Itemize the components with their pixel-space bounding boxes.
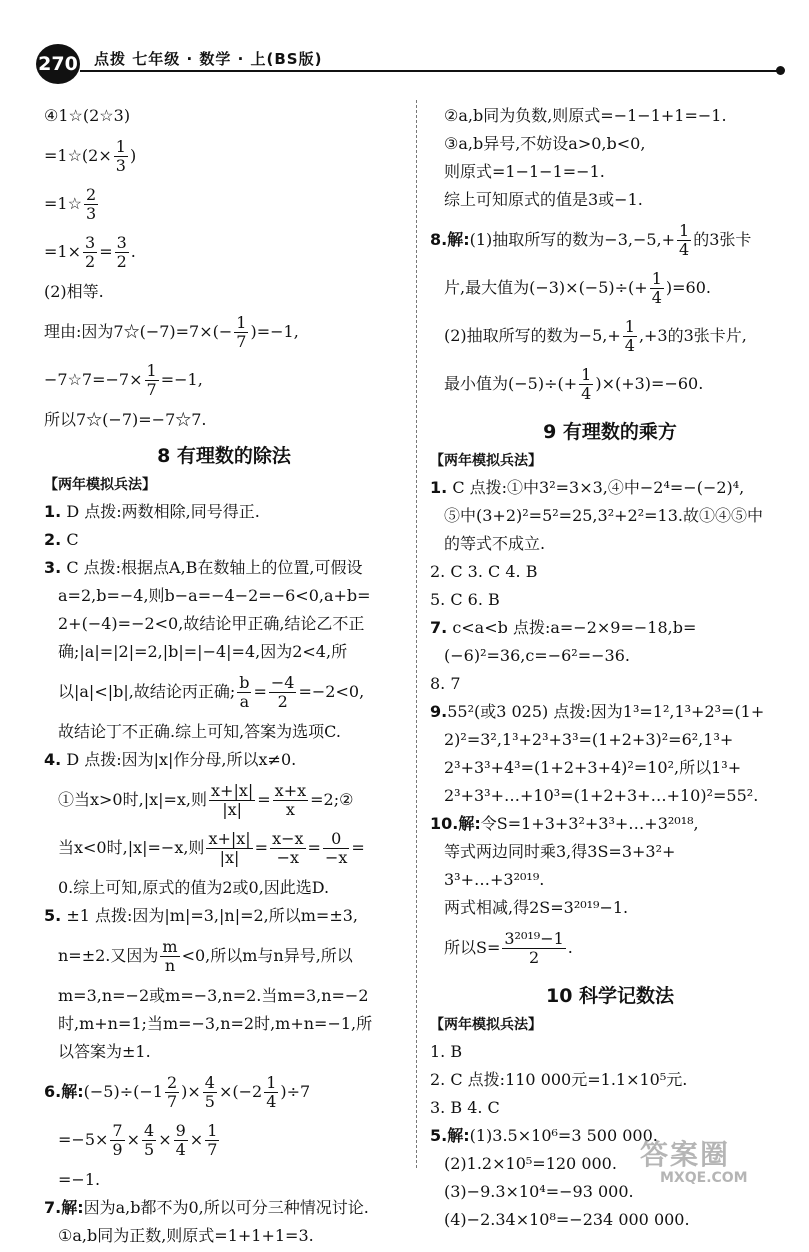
- answer-item: 8. 7: [430, 674, 461, 693]
- fraction: $\frac{x+|x|}{|x|}$: [208, 829, 251, 867]
- answer-item: 7.解:因为a,b都不为0,所以可分三种情况讨论. ①a,b同为正数,则原式=1+1+1=3.: [44, 1198, 369, 1245]
- math-line: =1☆ $\frac{2}{3}$: [44, 185, 97, 223]
- fraction: $\frac{x-x}{-x}$: [272, 829, 304, 867]
- math-line: =1× $\frac{3}{2}$ = $\frac{3}{2}$ .: [44, 233, 136, 271]
- answer-item: 2. C 点拨:110 000元=1.1×10⁵元.: [430, 1070, 688, 1089]
- fraction: $\frac{1}{4}$: [624, 317, 635, 355]
- answer-item: 3. C 点拨:根据点A,B在数轴上的位置,可假设 a=2,b=−4,则b−a=−4−2=−6<0,a+b= 2+(−4)=−2<0,故结论甲正确,结论乙不正 确;|a|=|2|=2,|b|=|−4|=4,因为2<4,所 以|a|<|b|,故结论丙正确; $\frac{b}{a}$ = $\frac{-4}{2}$ =−2<0, 故结论丁不正确.综上可知,答案为选项C.: [44, 558, 371, 741]
- fraction: $\frac{x+x}{x}$: [274, 781, 307, 819]
- text-line: 所以7☆(−7)=−7☆7.: [44, 410, 207, 429]
- fraction: $\frac{2}{7}$: [166, 1073, 178, 1111]
- section-title: 8 有理数的除法: [157, 445, 291, 467]
- section-title: 10 科学记数法: [545, 985, 675, 1007]
- header-rule: [80, 70, 780, 72]
- section-tag: 【两年模拟兵法】: [430, 1017, 542, 1033]
- fraction: $\frac{1}{4}$: [679, 221, 690, 259]
- fraction: $\frac{1}{4}$: [581, 365, 592, 403]
- answer-item: 7. c<a<b 点拨:a=−2×9=−18,b= (−6)²=36,c=−6²=−36.: [430, 618, 697, 665]
- fraction: $\frac{7}{9}$: [112, 1121, 123, 1159]
- fraction: $\frac{x+|x|}{|x|}$: [211, 781, 254, 819]
- text-line: ④1☆(2☆3): [44, 106, 131, 125]
- answer-item: 10.解:令S=1+3+3²+3³+…+3²⁰¹⁸, 等式两边同时乘3,得3S=3+3²+ 3³+…+3²⁰¹⁹. 两式相减,得2S=3²⁰¹⁹−1. 所以S= $\frac{\text{3²⁰¹⁹−1}}{2}$ .: [430, 814, 699, 967]
- fraction: $\frac{2}{3}$: [85, 185, 97, 223]
- fraction: $\frac{m}{n}$: [162, 937, 178, 975]
- answer-item: 2. C: [44, 530, 79, 549]
- answer-item: 9.55²(或3 025) 点拨:因为1³=1²,1³+2³=(1+ 2)²=3²,1³+2³+3³=(1+2+3)²=6²,1³+ 2³+3³+4³=(1+2+3+4)²=10²,所以1³+ 2³+3³+…+10³=(1+2+3+…+10)²=55².: [430, 702, 765, 805]
- fraction: $\frac{1}{7}$: [146, 361, 157, 399]
- math-line: −7☆7=−7× $\frac{1}{7}$ =−1,: [44, 361, 203, 399]
- right-column: [430, 100, 790, 1236]
- fraction: $\frac{4}{5}$: [204, 1073, 215, 1111]
- answer-item: 2. C 3. C 4. B: [430, 562, 538, 581]
- fraction: $\frac{1}{4}$: [266, 1073, 277, 1111]
- answer-item: 1. D 点拨:两数相除,同号得正.: [44, 502, 260, 521]
- watermark-logo: [640, 1140, 790, 1190]
- answer-item: 8.解:(1)抽取所写的数为−3,−5,+ $\frac{1}{4}$ 的3张卡 片,最大值为(−3)×(−5)÷(+ $\frac{1}{4}$ )=60. (2)抽取所写的数为−5,+ $\frac{1}{4}$ ,+3的3张卡片, 最小值为(−5)÷(+ $\frac{1}{4}$ )×(+3)=−60.: [430, 221, 752, 403]
- watermark-mark: 答案圈: [640, 1138, 731, 1171]
- header-dot: [776, 66, 785, 75]
- text-line: (2)相等.: [44, 282, 104, 301]
- answer-item: ②a,b同为负数,则原式=−1−1+1=−1. ③a,b异号,不妨设a>0,b<0, 则原式=1−1−1=−1. 综上可知原式的值是3或−1.: [444, 106, 727, 209]
- watermark-site: MXQE.COM: [660, 1170, 748, 1186]
- fraction: $\frac{1}{4}$: [651, 269, 662, 307]
- math-line: =1☆(2× $\frac{1}{3}$ ): [44, 137, 137, 175]
- fraction: $\frac{3}{2}$: [116, 233, 127, 271]
- answer-item: 4. D 点拨:因为|x|作分母,所以x≠0. ①当x>0时,|x|=x,则 $\frac{x+|x|}{|x|}$ = $\frac{x+x}{x}$ =2;② 当x<0时,|x|=−x,则 $\frac{x+|x|}{|x|}$ = $\frac{x-x}{-x}$ = $\frac{0}{-x}$ = 0.综上可知,原式的值为2或0,因此选D.: [44, 750, 365, 897]
- page-header: [36, 36, 796, 86]
- fraction: $\frac{\text{3²⁰¹⁹−1}}{2}$: [504, 929, 564, 967]
- fraction: $\frac{1}{7}$: [236, 313, 247, 351]
- fraction: $\frac{3}{2}$: [85, 233, 96, 271]
- answer-item: 5. ±1 点拨:因为|m|=3,|n|=2,所以m=±3, n=±2.又因为 $\frac{m}{n}$ <0,所以m与n异号,所以 m=3,n=−2或m=−3,n=2.当m=3,n=−2 时,m+n=1;当m=−3,n=2时,m+n=−1,所 以答案为±1.: [44, 906, 373, 1061]
- fraction: $\frac{4}{5}$: [144, 1121, 155, 1159]
- fraction: $\frac{0}{-x}$: [324, 829, 348, 867]
- answer-item: 5. C 6. B: [430, 590, 500, 609]
- fraction: $\frac{1}{7}$: [207, 1121, 218, 1159]
- answer-item: 3. B 4. C: [430, 1098, 500, 1117]
- page-number: 270: [36, 44, 80, 84]
- answer-item: 1. B: [430, 1042, 463, 1061]
- fraction: $\frac{-4}{2}$: [270, 673, 295, 711]
- section-tag: 【两年模拟兵法】: [430, 453, 542, 469]
- section-tag: 【两年模拟兵法】: [44, 477, 156, 493]
- fraction: $\frac{b}{a}$: [239, 673, 250, 711]
- answer-item: 5.解:(1)3.5×10⁶=3 500 000. (2)1.2×10⁵=120 000. (3)−9.3×10⁴=−93 000. (4)−2.34×10⁸=−234 000 000.: [430, 1126, 690, 1229]
- fraction: $\frac{1}{3}$: [115, 137, 126, 175]
- left-column: [44, 100, 404, 1252]
- fraction: $\frac{9}{4}$: [175, 1121, 186, 1159]
- book-title: 点拨 七年级 · 数学 · 上(BS版): [94, 50, 323, 68]
- section-title: 9 有理数的乘方: [543, 421, 677, 443]
- answer-item: 1. C 点拨:①中3²=3×3,④中−2⁴=−(−2)⁴, ⑤中(3+2)²=5²=25,3²+2²=13.故①④⑤中 的等式不成立.: [430, 478, 763, 553]
- answer-item: 6.解:(−5)÷(−1 $\frac{2}{7}$ )× $\frac{4}{5}$ ×(−2 $\frac{1}{4}$ )÷7 =−5× $\frac{7}{9}$ × $\frac{4}{5}$ × $\frac{9}{4}$ × $\frac{1}{7}$ =−1.: [44, 1073, 311, 1189]
- column-divider: [416, 100, 417, 1168]
- math-line: 理由:因为7☆(−7)=7×(− $\frac{1}{7}$ )=−1,: [44, 313, 299, 351]
